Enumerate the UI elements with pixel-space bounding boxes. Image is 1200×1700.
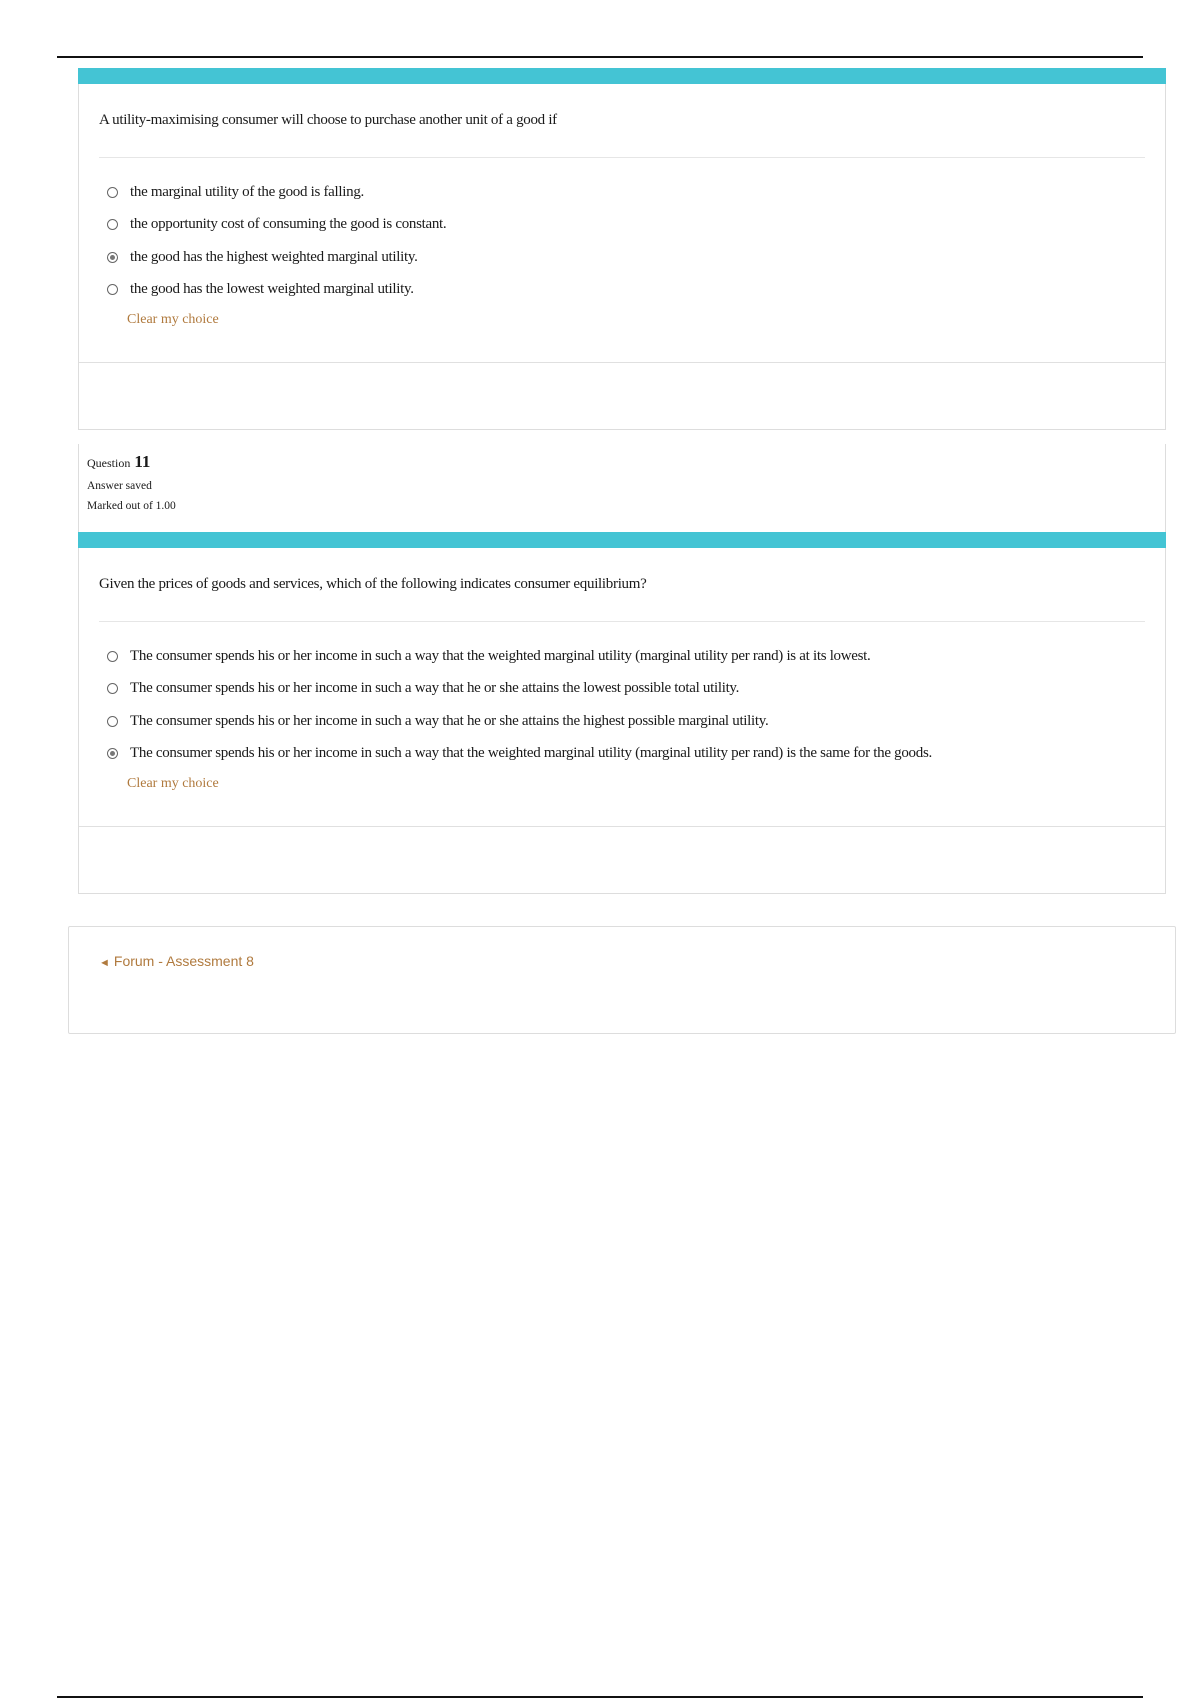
question-number-label: Question bbox=[87, 456, 131, 470]
question-number bbox=[87, 452, 1157, 472]
q11-clear-choice-link[interactable]: Clear my choice bbox=[127, 776, 219, 791]
radio-unchecked-icon[interactable] bbox=[107, 284, 118, 295]
q10-option-4-label: the good has the lowest weighted marginal utility. bbox=[130, 281, 414, 298]
prev-activity-link[interactable] bbox=[99, 953, 254, 969]
question-11-accent-bar bbox=[78, 532, 1166, 548]
question-10-accent-bar bbox=[78, 68, 1166, 84]
q10-option-2[interactable] bbox=[99, 209, 1145, 242]
q10-option-4[interactable] bbox=[99, 274, 1145, 307]
radio-checked-icon[interactable] bbox=[107, 748, 118, 759]
question-11-text: Given the prices of goods and services, which of the following indicates consumer equilibrium? bbox=[99, 548, 1145, 622]
radio-unchecked-icon[interactable] bbox=[107, 683, 118, 694]
top-rule bbox=[57, 56, 1143, 58]
prev-activity-label: Forum - Assessment 8 bbox=[113, 953, 254, 969]
q11-option-1[interactable] bbox=[99, 640, 1145, 673]
radio-unchecked-icon[interactable] bbox=[107, 219, 118, 230]
question-11-info bbox=[78, 444, 1166, 532]
bottom-rule bbox=[57, 1696, 1143, 1698]
radio-checked-icon[interactable] bbox=[107, 252, 118, 263]
q11-option-2-label: The consumer spends his or her income in such a way that he or she attains the lowest possible total utility. bbox=[130, 680, 740, 697]
question-10-box bbox=[78, 68, 1166, 430]
q10-option-2-label: the opportunity cost of consuming the good is constant. bbox=[130, 216, 447, 233]
q10-option-1[interactable] bbox=[99, 176, 1145, 209]
q11-option-1-label: The consumer spends his or her income in such a way that the weighted marginal utility (marginal utility per rand) is at its lowest. bbox=[130, 647, 871, 664]
q11-option-2[interactable] bbox=[99, 673, 1145, 706]
arrow-left-icon: ◄ bbox=[99, 957, 110, 969]
question-10-footer bbox=[79, 362, 1165, 429]
radio-unchecked-icon[interactable] bbox=[107, 651, 118, 662]
q10-option-1-label: the marginal utility of the good is falling. bbox=[130, 183, 364, 200]
question-marks: Marked out of 1.00 bbox=[87, 500, 176, 512]
q11-option-4[interactable] bbox=[99, 738, 1145, 771]
question-11-footer bbox=[79, 826, 1165, 893]
question-10-answers bbox=[99, 158, 1145, 328]
question-10-text: A utility-maximising consumer will choose to purchase another unit of a good if bbox=[99, 84, 1145, 158]
radio-unchecked-icon[interactable] bbox=[107, 187, 118, 198]
q10-option-3-label: the good has the highest weighted marginal utility. bbox=[130, 248, 418, 265]
q11-option-3[interactable] bbox=[99, 705, 1145, 738]
q10-clear-choice-link[interactable]: Clear my choice bbox=[127, 312, 219, 327]
radio-unchecked-icon[interactable] bbox=[107, 716, 118, 727]
activity-navigation bbox=[68, 926, 1176, 1034]
question-number-value: 11 bbox=[134, 452, 151, 471]
q11-option-4-label: The consumer spends his or her income in such a way that the weighted marginal utility (marginal utility per rand) is the same for the goods. bbox=[130, 745, 932, 762]
question-status: Answer saved bbox=[87, 480, 152, 492]
question-11-box bbox=[78, 532, 1166, 894]
q11-option-3-label: The consumer spends his or her income in such a way that he or she attains the highest possible marginal utility. bbox=[130, 712, 769, 729]
q10-option-3[interactable] bbox=[99, 241, 1145, 274]
question-11-answers bbox=[99, 622, 1145, 792]
